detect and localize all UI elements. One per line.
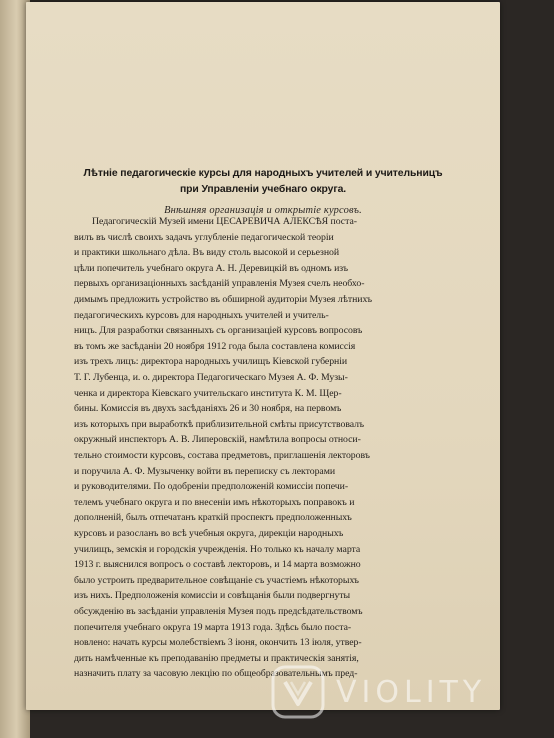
document-title-line-2: при Управленіи учебнаго округа. (179, 184, 347, 195)
body-line: было устроить предварительное совѣщаніе съ участіемъ нѣкоторыхъ (74, 574, 359, 586)
body-line: первыхъ организаціонныхъ засѣданій управленія Музея счелъ необхо- (74, 278, 365, 290)
violity-logo-icon (270, 664, 326, 720)
body-line: дополненій, былъ отпечатанъ краткій проспектъ предположенныхъ (74, 512, 352, 524)
body-line: димымъ предложить устройство въ обширной аудиторіи Музея лѣтнихъ (74, 294, 372, 305)
watermark (270, 664, 486, 720)
body-line: вилъ въ числѣ своихъ задачъ углубленіе педагогической теоріи (74, 231, 334, 243)
body-line: въ томъ же засѣданіи 20 ноября 1912 года была составлена комиссія (74, 340, 356, 352)
watermark-text: VIOLITY (336, 674, 487, 710)
body-line: Т. Г. Лубенца, и. о. директора Педагогическаго Музея А. Ф. Музы- (74, 372, 348, 383)
body-line: новлено: начать курсы молебствіемъ 3 іюня, окончить 13 іюля, утвер- (74, 637, 362, 649)
document-page (26, 2, 500, 710)
body-line: ницъ. Для разработки связанныхъ съ организаціей курсовъ вопросовъ (74, 325, 363, 337)
body-line: и практики школьнаго дѣла. Въ виду столь высокой и серьезной (74, 247, 340, 259)
body-line: и поручила А. Ф. Музыченку войти въ переписку съ лекторами (74, 465, 336, 477)
section-subtitle: Внѣшняя организація и открытіе курсовъ. (164, 205, 362, 216)
body-line: и руководителями. По одобреніи предположеній комиссіи попечи- (74, 481, 349, 493)
body-line: цѣли попечитель учебнаго округа А. Н. Деревицкій въ одномъ изъ (74, 262, 348, 274)
body-line: педагогическихъ курсовъ для народныхъ учителей и учитель- (74, 309, 329, 321)
body-line: училищъ, земскія и городскія учрежденія. Но только къ началу марта (74, 543, 361, 555)
body-line: изъ трехъ лицъ: директора народныхъ училищъ Кіевской губерніи (74, 356, 348, 368)
body-line: окружный инспекторъ А. В. Липеровскій, намѣтила вопросы относи- (74, 434, 361, 446)
document-title-line-1: Лѣтніе педагогическіе курсы для народныхъ учителей и учительницъ (83, 168, 443, 179)
body-line: дить намѣченные къ преподаванію предметы и практическія занятія, (74, 652, 359, 664)
body-line: назначить плату за часовую лекцію по общеобразовательнымъ пред- (74, 668, 358, 680)
body-line: Педагогическій Музей имени ЦЕСАРЕВИЧА АЛЕКСѢЯ поста- (92, 216, 357, 227)
body-line: попечителя учебнаго округа 19 марта 1913 года. Здѣсь было поста- (74, 621, 352, 633)
body-line: 1913 г. выяснился вопросъ о составѣ лекторовъ, и 14 марта возможно (74, 559, 361, 571)
body-line: бины. Комиссія въ двухъ засѣданіяхъ 26 и 30 ноября, на первомъ (74, 403, 342, 415)
body-line: изъ которыхъ при выработкѣ приблизительной смѣты присутствовалъ (74, 418, 365, 430)
body-line: изъ нихъ. Предположенія комиссіи и совѣщанія были подвергнуты (74, 590, 351, 602)
body-line: курсовъ и разосланъ во всѣ учебныя округа, дирекціи народныхъ (74, 528, 344, 539)
body-line: ченка и директора Кіевскаго учительскаго института К. М. Щер- (74, 387, 342, 399)
body-line: обсужденію въ засѣданіи управленія Музея подъ предсѣдательствомъ (74, 606, 363, 617)
body-line: тельно стоимости курсовъ, состава предметовъ, приглашенія лекторовъ (74, 450, 370, 461)
body-line: телемъ учебнаго округа и по внесеніи имъ нѣкоторыхъ поправокъ и (74, 496, 355, 508)
